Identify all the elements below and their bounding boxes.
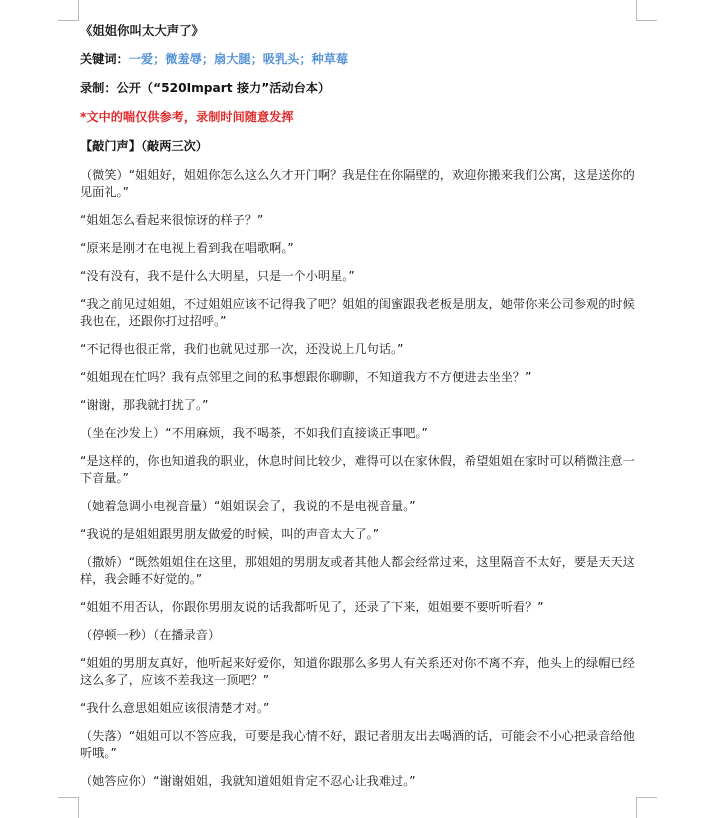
crop-mark-bottom-right-h bbox=[636, 797, 657, 798]
recording-value: 公开（“520Impart 接力”活动台本） bbox=[116, 81, 331, 95]
doc-title: 《姐姐你叫太大声了》 bbox=[80, 23, 204, 38]
dialogue-paragraph: （失落）“姐姐可以不答应我，可要是我心情不好，跟记者朋友出去喝酒的话，可能会不小心把录音给他听哦。” bbox=[80, 729, 635, 760]
crop-mark-bottom-left bbox=[78, 797, 79, 818]
dialogue-paragraph: （坐在沙发上）“不用麻烦，我不喝茶，不如我们直接谈正事吧。” bbox=[80, 426, 428, 440]
knock-line bbox=[80, 138, 636, 155]
document-body bbox=[80, 8, 636, 801]
dialogue-paragraph: “姐姐怎么看起来很惊讶的样子？” bbox=[80, 213, 264, 227]
dialogue-paragraph: “姐姐的男朋友真好，他听起来好爱你，知道你跟那么多男人有关系还对你不离不弃，他头上的绿帽已经这么多了，应该不差我这一顶吧？” bbox=[80, 656, 635, 687]
dialogue-paragraph: “姐姐不用否认，你跟你男朋友说的话我都听见了，还录了下来，姐姐要不要听听看？” bbox=[80, 600, 544, 614]
recording-line bbox=[80, 80, 636, 97]
dialogue-paragraph: “谢谢，那我就打扰了。” bbox=[80, 398, 209, 412]
keywords-label: 关键词： bbox=[80, 52, 129, 66]
dialogue-paragraph: “是这样的，你也知道我的职业，休息时间比较少，难得可以在家休假，希望姐姐在家时可以稍微注意一下音量。” bbox=[80, 454, 635, 485]
crop-mark-top-left bbox=[78, 0, 79, 20]
dialogue-paragraph: “我之前见过姐姐，不过姐姐应该不记得我了吧？姐姐的闺蜜跟我老板是朋友，她带你来公司参观的时候我也在，还跟你打过招呼。” bbox=[80, 297, 635, 328]
crop-mark-bottom-left-h bbox=[58, 797, 79, 798]
dialogue-paragraph: （停顿一秒）（在播录音） bbox=[80, 628, 221, 642]
dialogue-list bbox=[80, 167, 636, 790]
dialogue-paragraph: （她答应你）“谢谢姐姐，我就知道姐姐肯定不忍心让我难过。” bbox=[80, 774, 416, 788]
dialogue-paragraph: “没有没有，我不是什么大明星，只是一个小明星。” bbox=[80, 269, 355, 283]
crop-mark-top-left-h bbox=[58, 20, 79, 21]
keywords-line bbox=[80, 51, 636, 68]
crop-mark-bottom-right bbox=[636, 797, 637, 818]
crop-mark-top-right-h bbox=[636, 20, 657, 21]
dialogue-paragraph: （撒娇）“既然姐姐住在这里，那姐姐的男朋友或者其他人都会经常过来，这里隔音不太好，要是天天这样，我会睡不好觉的。” bbox=[80, 555, 635, 586]
dialogue-paragraph: （微笑）“姐姐好，姐姐你怎么这么久才开门啊？我是住在你隔壁的，欢迎你搬来我们公寓，这是送你的见面礼。” bbox=[80, 168, 635, 199]
recording-label: 录制： bbox=[80, 81, 117, 95]
keywords-value: 一爱；微羞辱；扇大腿；吸乳头；种草莓 bbox=[128, 52, 349, 66]
dialogue-paragraph: （她着急调小电视音量）“姐姐误会了，我说的不是电视音量。” bbox=[80, 499, 416, 513]
dialogue-paragraph: “不记得也很正常，我们也就见过那一次，还没说上几句话。” bbox=[80, 342, 404, 356]
dialogue-paragraph: “我什么意思姐姐应该很清楚才对。” bbox=[80, 701, 270, 715]
knock-label: 【敲门声】 bbox=[80, 139, 141, 153]
crop-mark-top-right bbox=[636, 0, 637, 20]
dialogue-paragraph: “姐姐现在忙吗？我有点邻里之间的私事想跟你聊聊，不知道我方不方便进去坐坐？” bbox=[80, 370, 532, 384]
knock-note: （敲两三次） bbox=[140, 139, 208, 153]
dialogue-paragraph: “我说的是姐姐跟男朋友做爱的时候，叫的声音太大了。” bbox=[80, 527, 380, 541]
notice-line: *文中的喘仅供参考，录制时间随意发挥 bbox=[80, 110, 294, 124]
dialogue-paragraph: “原来是刚才在电视上看到我在唱歌啊。” bbox=[80, 241, 294, 255]
